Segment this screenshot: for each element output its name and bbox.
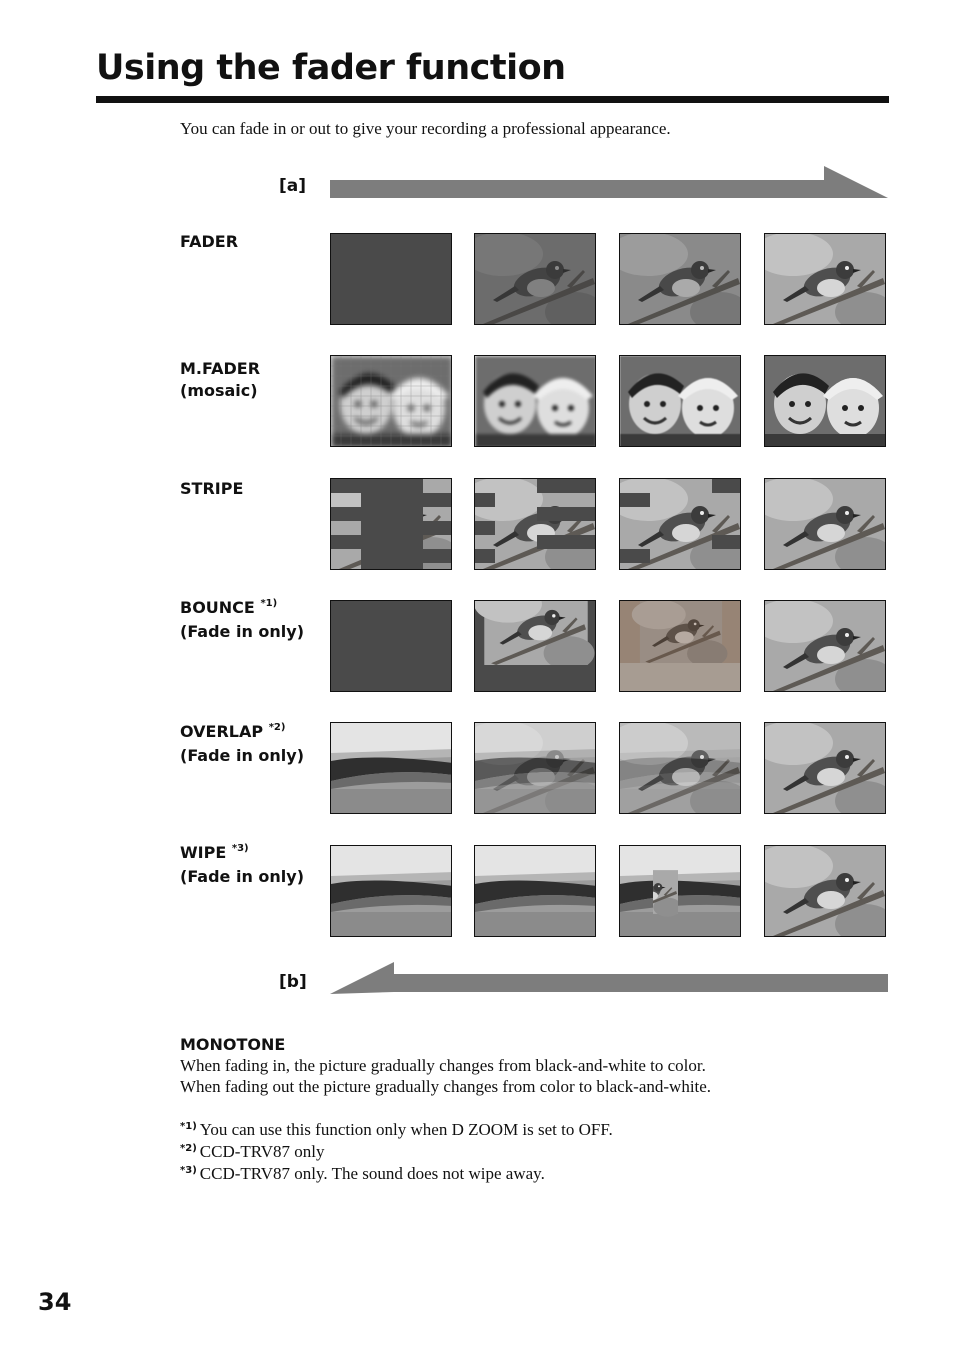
wipe-frame-2 [474, 845, 596, 937]
label-bounce-sub: (Fade in only) [180, 622, 305, 641]
label-stripe [180, 478, 243, 500]
monotone-line-1: When fading in, the picture gradually changes from black-and-white to color. [180, 1056, 706, 1075]
monotone-title: MONOTONE [180, 1035, 286, 1054]
wipe-frame-4 [764, 845, 886, 937]
title-rule [96, 96, 889, 103]
footnote-2 [180, 1142, 325, 1162]
bounce-frame-4 [764, 600, 886, 692]
mfader-frame-3 [619, 355, 741, 447]
label-stripe-name: STRIPE [180, 479, 244, 498]
label-bounce [180, 597, 304, 643]
stripe-frame-3 [619, 478, 741, 570]
label-mfader-sub: (mosaic) [180, 381, 258, 400]
wipe-frame-1 [330, 845, 452, 937]
label-mfader-name: M.FADER [180, 359, 261, 378]
intro-text: You can fade in or out to give your recording a professional appearance. [180, 119, 671, 138]
page-number: 34 [38, 1288, 72, 1316]
label-overlap-note: *2) [268, 722, 286, 733]
fade-out-arrow-icon [330, 960, 888, 998]
label-bounce-note: *1) [260, 598, 278, 609]
label-overlap-sub: (Fade in only) [180, 746, 305, 765]
marker-b: [b] [279, 972, 307, 992]
label-fader [180, 231, 238, 253]
label-overlap-name: OVERLAP [180, 722, 264, 741]
footnote-2-text: CCD-TRV87 only [199, 1142, 325, 1161]
fader-frame-1 [330, 233, 452, 325]
label-mfader [180, 358, 260, 402]
footnote-2-mark: *2) [180, 1143, 197, 1154]
bounce-frame-3 [619, 600, 741, 692]
fader-frame-3 [619, 233, 741, 325]
marker-a: [a] [279, 176, 307, 196]
label-overlap [180, 721, 304, 767]
mfader-frame-4 [764, 355, 886, 447]
overlap-frame-2 [474, 722, 596, 814]
footnote-3-text: CCD-TRV87 only. The sound does not wipe away. [199, 1164, 545, 1183]
label-wipe-sub: (Fade in only) [180, 867, 305, 886]
label-wipe-name: WIPE [180, 843, 227, 862]
wipe-frame-3 [619, 845, 741, 937]
monotone-line-2: When fading out the picture gradually changes from color to black-and-white. [180, 1077, 712, 1096]
bounce-frame-2 [474, 600, 596, 692]
bounce-frame-1 [330, 600, 452, 692]
overlap-frame-3 [619, 722, 741, 814]
mfader-frame-2 [474, 355, 596, 447]
overlap-frame-4 [764, 722, 886, 814]
label-bounce-name: BOUNCE [180, 598, 255, 617]
label-wipe-note: *3) [231, 843, 249, 854]
label-fader-name: FADER [180, 232, 239, 251]
footnote-1-text: You can use this function only when D ZOOM is set to OFF. [199, 1120, 613, 1139]
footnote-3 [180, 1164, 545, 1184]
footnote-1 [180, 1120, 613, 1140]
overlap-frame-1 [330, 722, 452, 814]
label-wipe [180, 842, 304, 888]
mfader-frame-1 [330, 355, 452, 447]
fader-frame-2 [474, 233, 596, 325]
footnote-1-mark: *1) [180, 1121, 197, 1132]
stripe-frame-4 [764, 478, 886, 570]
footnote-3-mark: *3) [180, 1165, 197, 1176]
fader-frame-4 [764, 233, 886, 325]
stripe-frame-1 [330, 478, 452, 570]
stripe-frame-2 [474, 478, 596, 570]
fade-in-arrow-icon [330, 164, 888, 202]
page-title: Using the fader function [96, 48, 566, 88]
